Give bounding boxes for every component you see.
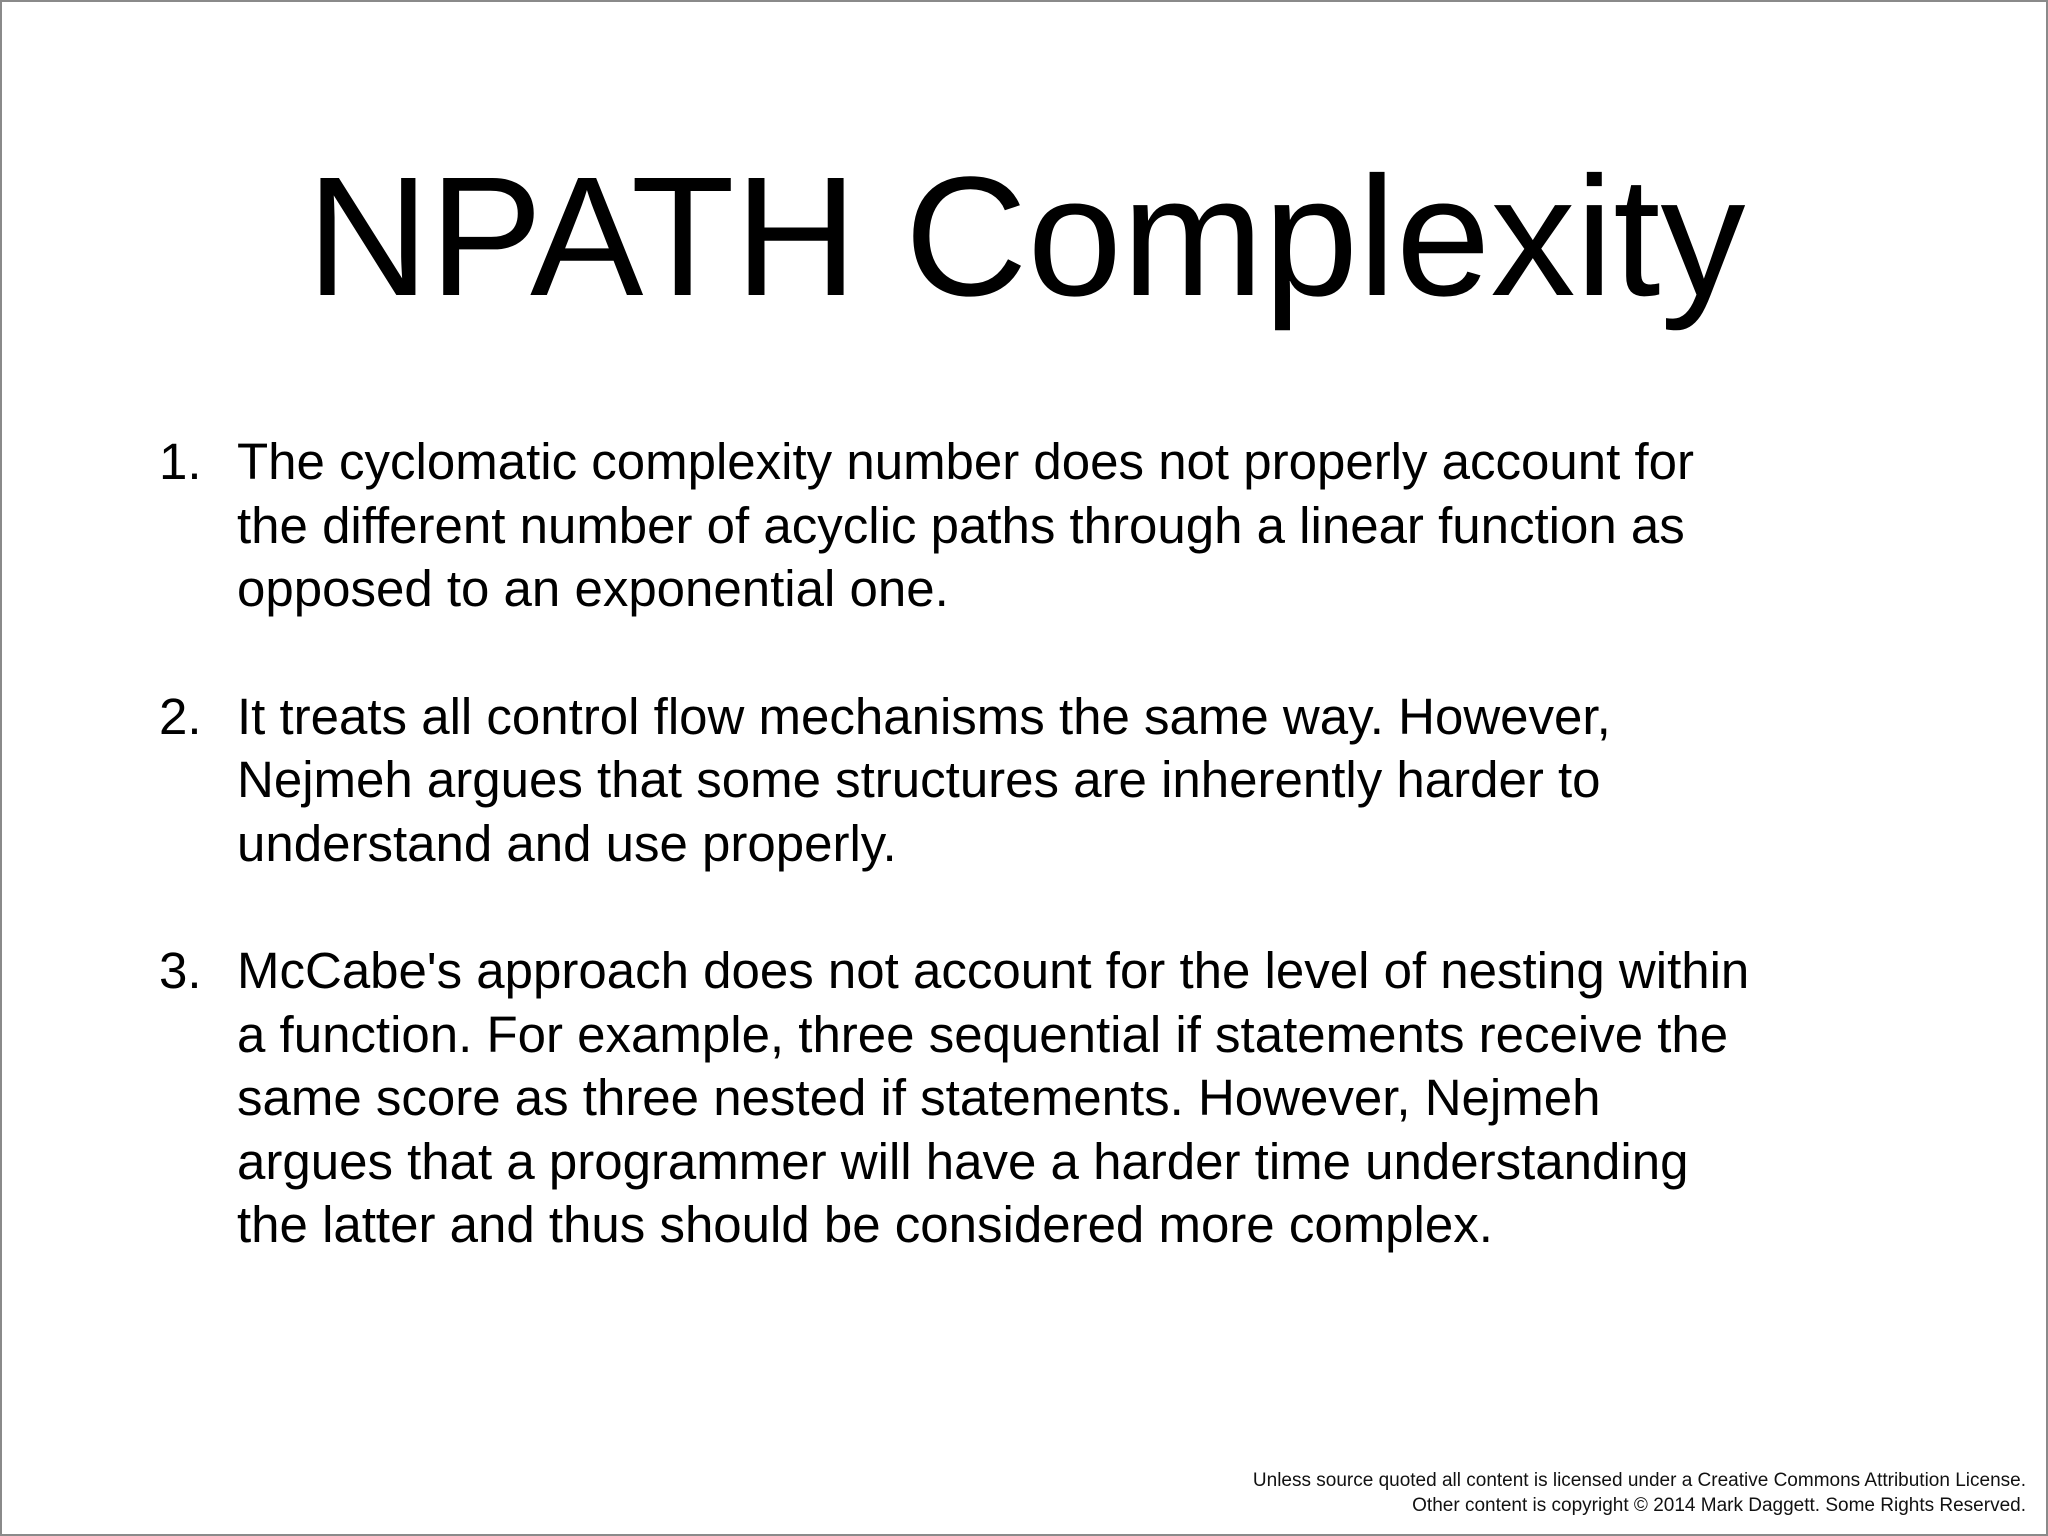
list-item-line: The cyclomatic complexity number does not properly account for	[237, 433, 1694, 490]
numbered-list	[152, 430, 1952, 1321]
slide-title: NPATH Complexity	[306, 142, 1746, 332]
list-item-line: McCabe's approach does not account for the level of nesting within	[237, 942, 1750, 999]
list-item-number: 3.	[159, 942, 202, 999]
list-item-line: It treats all control flow mechanisms the same way. However,	[237, 687, 1611, 745]
license-footer	[1253, 1468, 2026, 1518]
license-line: Unless source quoted all content is licensed under a Creative Commons Attribution License.	[1252, 1470, 2026, 1491]
copyright-line: Other content is copyright © 2014 Mark Daggett. Some Rights Reserved.	[1412, 1495, 2026, 1516]
list-item-line: opposed to an exponential one.	[237, 560, 949, 617]
list-item-line: the latter and thus should be considered more complex.	[237, 1196, 1493, 1253]
list-item-number: 1.	[159, 433, 202, 490]
list-item-line: Nejmeh argues that some structures are inherently harder to	[237, 751, 1601, 808]
list-item-line: the different number of acyclic paths through a linear function as	[237, 496, 1685, 554]
list-item-number: 2.	[159, 687, 202, 745]
list-item-line: same score as three nested if statements. However, Nejmeh	[237, 1069, 1601, 1126]
list-item-2	[152, 685, 1952, 876]
list-item-line: understand and use properly.	[237, 814, 897, 872]
list-item-line: a function. For example, three sequential if statements receive the	[237, 1005, 1729, 1063]
list-item-line: argues that a programmer will have a harder time understanding	[237, 1132, 1689, 1190]
list-item-3	[152, 939, 1952, 1257]
list-item-1	[152, 430, 1952, 621]
